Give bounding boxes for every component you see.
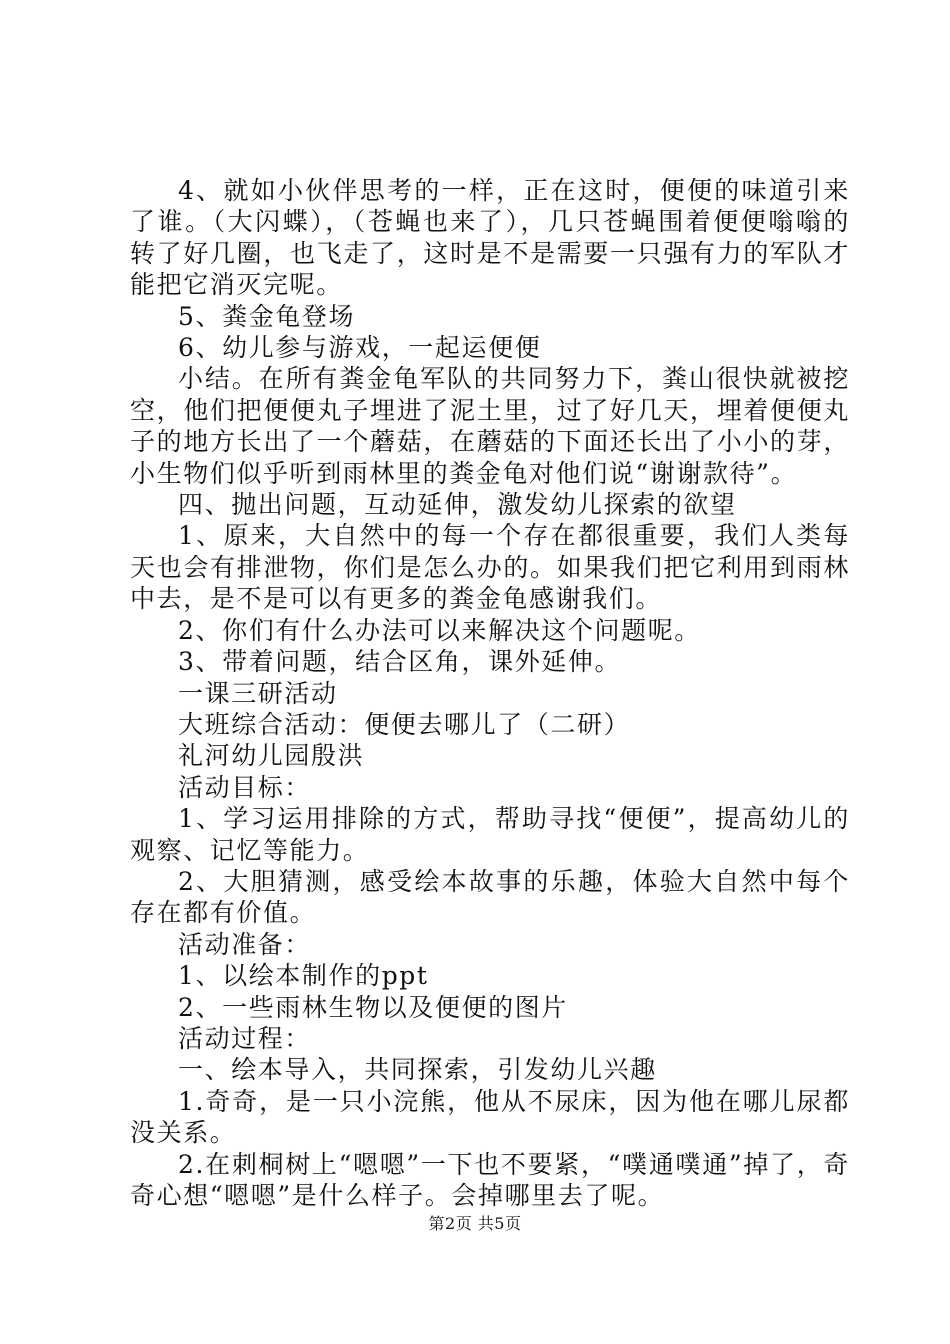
paragraph: 4、就如小伙伴思考的一样，正在这时，便便的味道引来了谁。（大闪蝶），（苍蝇也来了），几只苍蝇围着便便嗡嗡的转了好几圈，也飞走了，这时是不是需要一只强有力的军队才能把它消灭完呢。 (130, 176, 850, 300)
paragraph: 2、一些雨林生物以及便便的图片 (178, 992, 568, 1022)
section-heading: 活动目标： (178, 772, 312, 802)
paragraph: 3、带着问题，结合区角，课外延伸。 (178, 647, 622, 677)
paragraph: 1、以绘本制作的ppt (178, 961, 429, 991)
activity-title: 大班综合活动：便便去哪儿了（二研） (178, 709, 631, 739)
paragraph: 1、原来，大自然中的每一个存在都很重要，我们人类每天也会有排泄物，你们是怎么办的。如果我们把它利用到雨林中去，是不是可以有更多的粪金龟感谢我们。 (130, 521, 850, 614)
paragraph: 1.奇奇，是一只小浣熊，他从不尿床，因为他在哪儿尿都没关系。 (130, 1086, 850, 1148)
paragraph: 6、幼儿参与游戏，一起运便便 (178, 333, 542, 363)
activity-series-title: 一课三研活动 (178, 678, 338, 708)
page-number-label: 第2页 共5页 (428, 1214, 522, 1233)
paragraph: 2.在刺桐树上“嗯嗯”一下也不要紧，“噗通噗通”掉了，奇奇心想“嗯嗯”是什么样子。会掉哪里去了呢。 (130, 1149, 850, 1210)
section-heading: 活动准备： (178, 929, 312, 959)
paragraph: 2、大胆猜测，感受绘本故事的乐趣，体验大自然中每个存在都有价值。 (130, 866, 850, 928)
paragraph: 1、学习运用排除的方式，帮助寻找“便便”，提高幼儿的观察、记忆等能力。 (130, 804, 850, 865)
paragraph: 2、你们有什么办法可以来解决这个问题呢。 (178, 615, 701, 645)
paragraph: 5、粪金龟登场 (178, 301, 356, 331)
section-heading: 四、抛出问题，互动延伸，激发幼儿探索的欲望 (178, 490, 737, 520)
document-body (130, 175, 850, 1211)
page-footer (0, 1214, 950, 1234)
paragraph: 小结。在所有粪金龟军队的共同努力下，粪山很快就被挖空，他们把便便丸子埋进了泥土里，过了好几天，埋着便便丸子的地方长出了一个蘑菇，在蘑菇的下面还长出了小小的芽，小生物们似乎听到雨林里的粪金龟对他们说“谢谢款待”。 (130, 364, 850, 488)
section-heading: 活动过程： (178, 1023, 312, 1053)
author-line: 礼河幼儿园殷洪 (178, 741, 365, 771)
section-heading: 一、绘本导入，共同探索，引发幼儿兴趣 (178, 1055, 657, 1085)
